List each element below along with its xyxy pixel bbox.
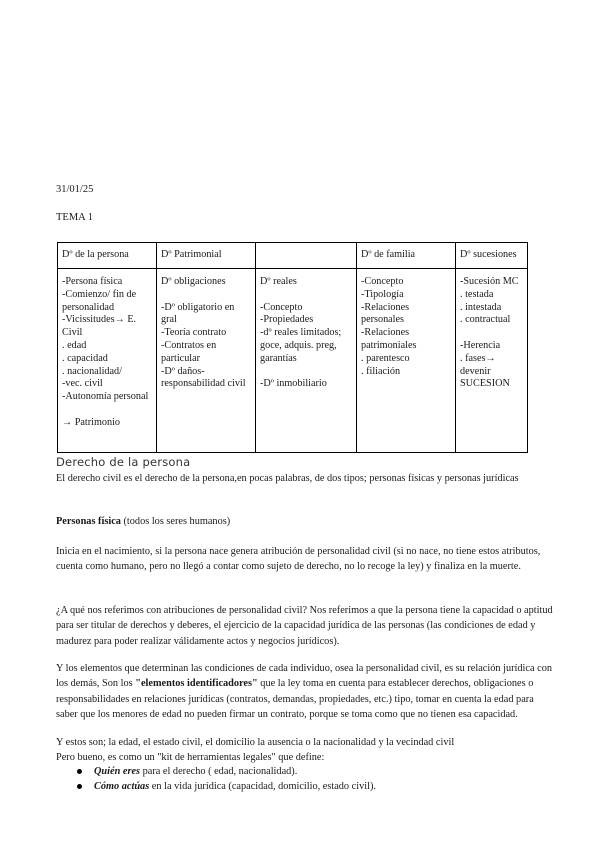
- table-cell-line: . edad: [62, 339, 87, 351]
- table-cell-line: -dº reales limitados; goce, adquis. preg, garantías: [260, 327, 344, 364]
- table-cell-line: . intestada: [460, 301, 502, 313]
- table-cell-line: . nacionalidad/: [62, 365, 122, 377]
- table-cell-line: → Patrimonio: [62, 416, 121, 428]
- table-cell-line: [260, 289, 352, 302]
- table-cell-line: -Autonomía personal: [62, 391, 149, 403]
- table-header-cell: Dº de familia: [357, 243, 456, 269]
- table-cell-line: . fases→ devenir SUCESION: [460, 352, 510, 390]
- table-cell-line: -Vicissitudes→ E. Civil: [62, 314, 139, 339]
- table-cell-line: [161, 289, 251, 302]
- paragraph-elementos: [56, 661, 556, 723]
- list-item: [56, 779, 556, 794]
- summary-table: [57, 242, 528, 453]
- paragraph-text: que la ley toma en cuenta para establecer derechos, obligaciones o responsabilidades en relaciones jurídicas (contratos, demandas, propiedades, etc.) tipo, tomar en cuenta la edad para saber que los menores de edad no pueden firmar un contrato, porque se toma como que no tienen esa capacidad.: [56, 678, 534, 721]
- table-cell-line: [260, 366, 352, 379]
- table-cell-line: -Relaciones personales: [361, 301, 412, 326]
- table-header-cell: Dº Patrimonial: [157, 243, 256, 269]
- table-cell-line: -Contratos en particular: [161, 339, 219, 364]
- table-cell-sucesiones: [456, 269, 528, 453]
- bullet-dot-icon: [77, 784, 82, 789]
- paragraph-estos-son: Y estos son; la edad, el estado civil, el domicilio la ausencia o la nacionalidad y la vecindad civil: [56, 737, 455, 748]
- table-cell-line: -Concepto: [260, 301, 303, 313]
- table-cell-reales: [256, 269, 357, 453]
- bold-term: Cómo actúas: [94, 781, 150, 793]
- table-cell-line: -Persona física: [62, 276, 123, 287]
- table-cell-line: [460, 327, 523, 340]
- paragraph-personas-fisica: [56, 514, 556, 529]
- list-item-text: en la vida jurídica (capacidad, domicilio, estado civil).: [149, 781, 376, 793]
- paragraph-text: (todos los seres humanos): [120, 516, 231, 527]
- paragraph-intro: El derecho civil es el derecho de la persona,en pocas palabras, de dos tipos; personas físicas y personas jurídicas: [56, 473, 519, 484]
- bold-term: Quién eres: [94, 766, 141, 777]
- table-header-cell: [256, 243, 357, 269]
- table-cell-line: -Relaciones patrimoniales: [361, 327, 417, 351]
- table-cell-line: Dº obligaciones: [161, 276, 226, 287]
- table-cell-line: -Comienzo/ fin de personalidad: [62, 288, 139, 313]
- table-cell-line: -Concepto: [361, 276, 404, 287]
- table-cell-line: . parentesco: [361, 352, 410, 364]
- paragraph-atribuciones: ¿A qué nos referimos con atribuciones de personalidad civil? Nos referimos a que la persona tiene la capacidad o aptitud para ser titular de derechos y deberes, el ejercicio de la capacidad jurídica de las personas (las condiciones de edad y madurez para poder realizar válidamente actos y negocios jurídicos).: [56, 605, 553, 647]
- table-cell-obligaciones: [157, 269, 256, 453]
- table-cell-line: -Propiedades: [260, 314, 314, 326]
- table-cell-line: -Dº inmobiliario: [260, 378, 327, 390]
- table-row: [58, 269, 528, 453]
- table-cell-line: -Teoría contrato: [161, 327, 227, 339]
- table-cell-line: -vec. civil: [62, 378, 103, 390]
- table-cell-line: . contractual: [460, 314, 511, 326]
- table-cell-line: -Herencia: [460, 339, 501, 351]
- section-title: Derecho de la persona: [56, 455, 191, 469]
- table-cell-line: -Dº obligatorio en gral: [161, 301, 237, 326]
- table-cell-persona: [58, 269, 157, 453]
- bold-term: "elementos identificadores": [135, 678, 258, 690]
- list-item-text: para el derecho ( edad, nacionalidad).: [140, 766, 298, 777]
- table-cell-line: [62, 404, 152, 417]
- table-header-row: [58, 243, 528, 269]
- bullet-list: [56, 764, 556, 795]
- table-cell-line: . capacidad: [62, 352, 108, 364]
- paragraph-text: Y los elementos que determinan las condiciones de cada individuo, osea la personalidad civil, es su relación jurídica con los demás, Son los: [56, 663, 552, 690]
- list-item: [56, 764, 556, 779]
- table-cell-line: -Dº daños-responsabilidad civil: [161, 365, 246, 390]
- table-cell-line: -Sucesión MC: [460, 276, 519, 287]
- document-date: 31/01/25: [56, 184, 94, 195]
- bullet-dot-icon: [77, 769, 82, 774]
- topic-heading: TEMA 1: [56, 212, 94, 223]
- bold-term: Personas física: [56, 516, 121, 527]
- table-header-cell: Dº sucesiones: [456, 243, 528, 269]
- table-cell-line: . filiación: [361, 365, 401, 377]
- table-cell-familia: [357, 269, 456, 453]
- table-cell-line: -Tipología: [361, 288, 404, 300]
- paragraph-nacimiento: Inicia en el nacimiento, si la persona nace genera atribución de personalidad civil (si no nace, no tiene estos atributos, cuenta como humano, pero no llegó a contar como sujeto de derecho, no lo recoge la ley) y finaliza en la muerte.: [56, 546, 541, 573]
- table-header-cell: Dº de la persona: [58, 243, 157, 269]
- table-cell-line: . testada: [460, 288, 494, 300]
- paragraph-kit: Pero bueno, es como un "kit de herramientas legales" que define:: [56, 752, 325, 763]
- table-cell-line: Dº reales: [260, 276, 297, 287]
